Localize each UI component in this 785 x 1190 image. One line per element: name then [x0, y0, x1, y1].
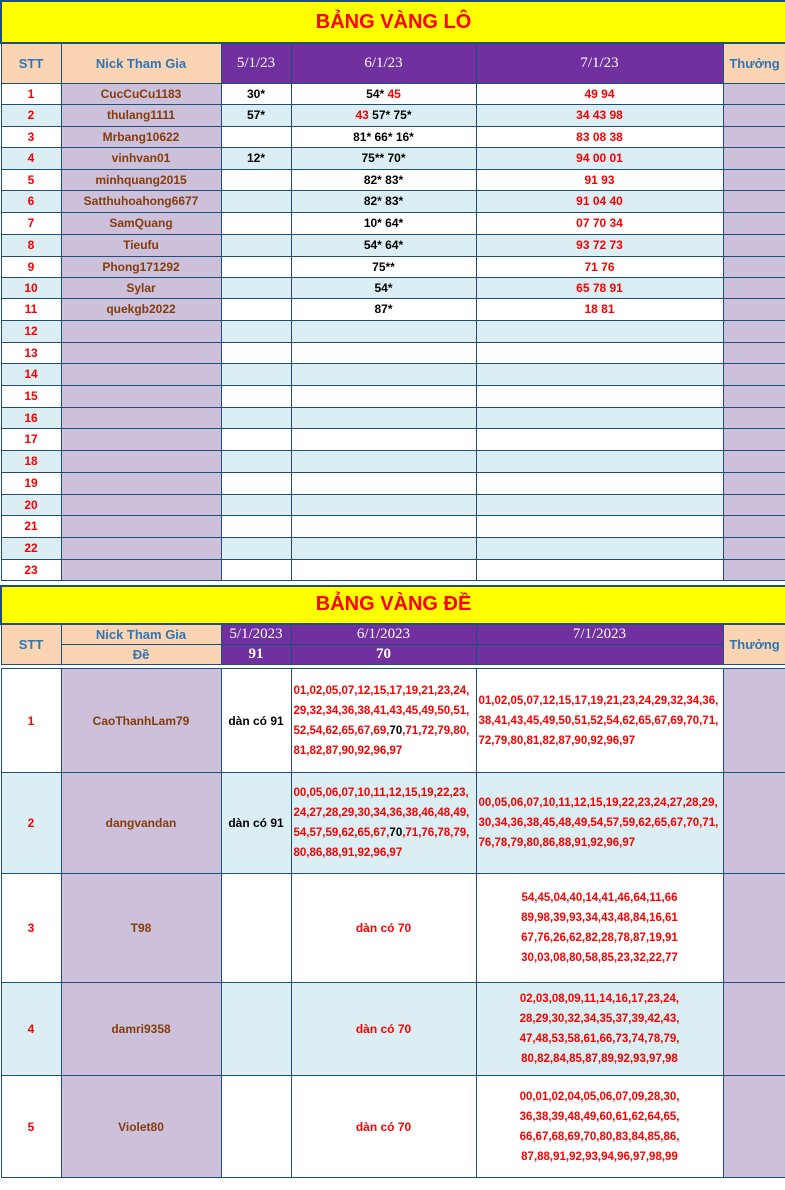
- lo-row: [1, 385, 785, 407]
- lo-row-stt: 17: [1, 428, 61, 450]
- lo-row-nick: thulang1111: [61, 104, 221, 126]
- de-row-stt: 3: [1, 874, 61, 983]
- lo-row-date-2: [291, 298, 476, 320]
- lo-row-stt: 1: [1, 83, 61, 104]
- lo-row-stt: 3: [1, 126, 61, 147]
- de-row-date-1: dàn có 91: [221, 669, 291, 773]
- de-row-date-3: [476, 669, 723, 773]
- de-row-date-2-hit: 70: [389, 724, 403, 737]
- lo-row-nick: Phong171292: [61, 256, 221, 277]
- lo-row: [1, 256, 785, 277]
- lo-row-date-2: [291, 450, 476, 472]
- lo-row-prize: [723, 234, 785, 256]
- lo-row-date-1: 57*: [221, 104, 291, 126]
- lo-row-date-3: [476, 494, 723, 515]
- lo-row-nick: CucCuCu1183: [61, 83, 221, 104]
- lo-row-date-2: [291, 190, 476, 212]
- lo-row-nick: [61, 537, 221, 559]
- lo-row-stt: 10: [1, 277, 61, 298]
- lo-row-date-2: [291, 83, 476, 104]
- lo-row: [1, 559, 785, 580]
- lo-row-stt: 12: [1, 320, 61, 342]
- lo-row-stt: 14: [1, 363, 61, 385]
- lo-row-stt: 16: [1, 407, 61, 428]
- lo-row-date-1: 12*: [221, 147, 291, 169]
- de-result-date-3: [476, 645, 723, 665]
- lo-row-date-1: [221, 472, 291, 494]
- lo-row-stt: 20: [1, 494, 61, 515]
- de-table: [0, 585, 785, 1179]
- de-row-date-3: [476, 983, 723, 1076]
- lo-row: [1, 234, 785, 256]
- lo-row-date-3: [476, 515, 723, 537]
- de-row-date-2-list: [292, 681, 476, 761]
- lo-row-stt: 9: [1, 256, 61, 277]
- lo-row-prize: [723, 450, 785, 472]
- lo-row-date-3: [476, 559, 723, 580]
- lo-row-prize: [723, 428, 785, 450]
- lo-row-date-2: [291, 320, 476, 342]
- lo-row-nick: [61, 342, 221, 363]
- lo-row-nick: [61, 450, 221, 472]
- lo-row-nick: [61, 320, 221, 342]
- lo-row: [1, 147, 785, 169]
- lo-row: [1, 104, 785, 126]
- de-row-date-3: [476, 1076, 723, 1178]
- de-row-prize: [723, 773, 785, 874]
- lo-row-nick: minhquang2015: [61, 169, 221, 190]
- lo-row-prize: [723, 537, 785, 559]
- lo-row-date-2-text: 57* 75*: [372, 108, 412, 122]
- lo-row-nick: [61, 407, 221, 428]
- lo-row-prize: [723, 298, 785, 320]
- de-result-date-1: 91: [221, 645, 291, 665]
- de-row-date-3: [476, 773, 723, 874]
- lo-row-date-2: [291, 494, 476, 515]
- lo-row-prize: [723, 320, 785, 342]
- de-row-date-3-line: 87,88,91,92,93,94,96,97,98,99: [521, 1150, 678, 1163]
- lo-row-stt: 21: [1, 515, 61, 537]
- de-row-stt: 4: [1, 983, 61, 1076]
- lo-row-date-1: [221, 234, 291, 256]
- de-row-date-3-line: 02,03,08,09,11,14,16,17,23,24,: [519, 993, 680, 1005]
- lo-row-date-1: [221, 559, 291, 580]
- lo-row-prize: [723, 190, 785, 212]
- de-row-date-1: [221, 1076, 291, 1178]
- de-row-date-3-line: 28,29,30,32,34,35,37,39,42,43,: [519, 1013, 680, 1025]
- lo-row-date-2: [291, 104, 476, 126]
- lo-row-date-2-text: 81* 66* 16*: [353, 129, 414, 144]
- lo-row-date-2-text: 54*: [374, 280, 393, 295]
- de-row-nick: dangvandan: [61, 773, 221, 874]
- lo-row-prize: [723, 407, 785, 428]
- lo-row: [1, 212, 785, 234]
- de-row: [1, 1076, 785, 1178]
- de-row-date-3-line: 89,98,39,93,34,43,48,84,16,61: [521, 912, 678, 924]
- lo-body: [1, 83, 785, 580]
- de-row-date-2-hit: 70: [389, 827, 403, 839]
- lo-header-date-2: 6/1/23: [291, 43, 476, 83]
- lo-row-date-1: [221, 298, 291, 320]
- lo-row-date-3: [476, 537, 723, 559]
- lo-row-date-2: [291, 407, 476, 428]
- lo-row-date-3: [476, 342, 723, 363]
- de-row-date-2: dàn có 70: [291, 874, 476, 983]
- de-result-date-2: 70: [291, 645, 476, 665]
- de-row-date-2-part-b: ,71,72,79,80,81,82,87,90,92,96,97: [293, 724, 470, 757]
- lo-row: [1, 363, 785, 385]
- de-row-date-2: [291, 773, 476, 874]
- lo-row-nick: [61, 559, 221, 580]
- lo-row-date-3: [476, 407, 723, 428]
- lo-title: BẢNG VÀNG LÔ: [1, 1, 785, 43]
- de-row-date-2-part-b: ,71,76,78,79,80,86,88,91,92,96,97: [293, 827, 470, 859]
- de-row-date-2-list: [292, 783, 476, 863]
- lo-row-date-1: [221, 277, 291, 298]
- lo-row-date-3: 18 81: [476, 298, 723, 320]
- lo-row-stt: 18: [1, 450, 61, 472]
- lo-row-nick: Sylar: [61, 277, 221, 298]
- lo-row-date-2: [291, 472, 476, 494]
- de-row-date-3-line: 30,03,08,80,58,85,23,32,22,77: [521, 952, 678, 964]
- lo-row-prize: [723, 342, 785, 363]
- lo-row-nick: [61, 385, 221, 407]
- lo-row-nick: quekgb2022: [61, 298, 221, 320]
- de-row-nick: damri9358: [61, 983, 221, 1076]
- de-row-date-2-part-a: 01,02,05,07,12,15,17,19,21,23,24,29,32,34,36,38,41,43,45,49,50,51,52,54,62,65,67,69,: [293, 684, 470, 737]
- de-row-nick: T98: [61, 874, 221, 983]
- lo-row-date-1: [221, 515, 291, 537]
- de-row-date-3-line: 54,45,04,40,14,41,46,64,11,66: [521, 892, 678, 904]
- lo-row-date-3: 94 00 01: [476, 147, 723, 169]
- lo-row-date-2-text: 54*: [366, 86, 388, 101]
- lo-row-date-2: [291, 147, 476, 169]
- de-row: [1, 874, 785, 983]
- lo-row: [1, 320, 785, 342]
- de-row-date-2-part-a: 00,05,06,07,10,11,12,15,19,22,23,24,27,28,29,30,34,36,38,46,48,49,54,57,59,62,65,67,: [293, 787, 470, 839]
- lo-row-date-2: [291, 537, 476, 559]
- lo-row-stt: 15: [1, 385, 61, 407]
- lo-row-date-3: [476, 428, 723, 450]
- lo-row-date-2: [291, 212, 476, 234]
- lo-row-date-1: [221, 450, 291, 472]
- lo-row-nick: SamQuang: [61, 212, 221, 234]
- de-row-date-3-line: 67,76,26,62,82,28,78,87,19,91: [521, 932, 678, 944]
- lo-row-stt: 11: [1, 298, 61, 320]
- lo-row-prize: [723, 147, 785, 169]
- de-row-date-3-line: 36,38,39,48,49,60,61,62,64,65,: [519, 1110, 680, 1123]
- lo-row-nick: Tieufu: [61, 234, 221, 256]
- de-row-date-3-line: 00,01,02,04,05,06,07,09,28,30,: [519, 1090, 680, 1103]
- de-row-date-1: [221, 983, 291, 1076]
- lo-row-prize: [723, 385, 785, 407]
- lo-row-date-2: [291, 428, 476, 450]
- lo-row-date-2: [291, 385, 476, 407]
- lo-row-date-2-red: 45: [387, 86, 401, 101]
- lo-row-date-2: [291, 277, 476, 298]
- lo-row-stt: 4: [1, 147, 61, 169]
- de-row-nick: CaoThanhLam79: [61, 669, 221, 773]
- lo-row: [1, 428, 785, 450]
- lo-row-date-1: [221, 342, 291, 363]
- lo-row-prize: [723, 277, 785, 298]
- lo-row-nick: [61, 515, 221, 537]
- de-row-prize: [723, 669, 785, 773]
- lo-row: [1, 126, 785, 147]
- lo-row-date-1: [221, 126, 291, 147]
- lo-row-prize: [723, 169, 785, 190]
- lo-row-date-1: 30*: [221, 83, 291, 104]
- lo-row-date-2: [291, 559, 476, 580]
- de-row-date-3-list: [477, 989, 723, 1069]
- de-row-stt: 2: [1, 773, 61, 874]
- lo-row-date-3: 93 72 73: [476, 234, 723, 256]
- de-row: [1, 669, 785, 773]
- lo-row-date-3: [476, 472, 723, 494]
- lo-row-date-1: [221, 212, 291, 234]
- de-row-prize: [723, 983, 785, 1076]
- lo-row-stt: 2: [1, 104, 61, 126]
- de-row-date-3-line: 66,67,68,69,70,80,83,84,85,86,: [519, 1130, 680, 1143]
- lo-row-date-2: [291, 169, 476, 190]
- de-header-date-3: 7/1/2023: [476, 624, 723, 645]
- lo-row-stt: 13: [1, 342, 61, 363]
- lo-row-nick: Mrbang10622: [61, 126, 221, 147]
- de-row-nick: Violet80: [61, 1076, 221, 1178]
- lo-header-date-3: 7/1/23: [476, 43, 723, 83]
- lo-row-prize: [723, 104, 785, 126]
- de-row-date-3-list: 01,02,05,07,12,15,17,19,21,23,24,29,32,34,36,38,41,43,45,49,50,51,52,54,62,65,67,69,70,71,72,79,80,81,82,87,90,92,96,97: [478, 694, 719, 747]
- lo-header-stt: STT: [1, 43, 61, 83]
- de-row-stt: 5: [1, 1076, 61, 1178]
- de-header-prize: Thưởng: [723, 624, 785, 665]
- lo-row: [1, 515, 785, 537]
- lo-row-prize: [723, 256, 785, 277]
- lo-row-prize: [723, 515, 785, 537]
- lo-row: [1, 494, 785, 515]
- lo-row: [1, 298, 785, 320]
- lo-row: [1, 277, 785, 298]
- de-row-date-3: [476, 874, 723, 983]
- lo-row-prize: [723, 559, 785, 580]
- de-row-prize: [723, 1076, 785, 1178]
- lo-row: [1, 450, 785, 472]
- lo-row: [1, 472, 785, 494]
- de-row-stt: 1: [1, 669, 61, 773]
- lo-row-stt: 8: [1, 234, 61, 256]
- de-row-date-2: [291, 669, 476, 773]
- lo-row-date-2: [291, 256, 476, 277]
- lo-row-date-1: [221, 537, 291, 559]
- lo-row-date-1: [221, 494, 291, 515]
- lo-row-date-3: 91 93: [476, 169, 723, 190]
- lo-row-date-1: [221, 169, 291, 190]
- lo-row-prize: [723, 126, 785, 147]
- de-row-date-2: dàn có 70: [291, 983, 476, 1076]
- lo-row-date-3: 91 04 40: [476, 190, 723, 212]
- lo-row-prize: [723, 363, 785, 385]
- lo-row-stt: 23: [1, 559, 61, 580]
- lo-row-stt: 22: [1, 537, 61, 559]
- lo-row-nick: Satthuhoahong6677: [61, 190, 221, 212]
- lo-row-stt: 7: [1, 212, 61, 234]
- lo-row-nick: [61, 494, 221, 515]
- lo-row-date-1: [221, 190, 291, 212]
- lo-row-date-3: [476, 450, 723, 472]
- lo-row-date-2-text: 75** 70*: [361, 151, 406, 165]
- lo-row: [1, 342, 785, 363]
- lo-row: [1, 537, 785, 559]
- lo-row-date-3: 83 08 38: [476, 126, 723, 147]
- lo-row-date-1: [221, 407, 291, 428]
- lo-row-date-1: [221, 256, 291, 277]
- lo-row-date-3: 07 70 34: [476, 212, 723, 234]
- lo-row-nick: [61, 472, 221, 494]
- lo-header-date-1: 5/1/23: [221, 43, 291, 83]
- lo-row-date-1: [221, 428, 291, 450]
- de-row-date-3-line: 47,48,53,58,61,66,73,74,78,79,: [519, 1033, 680, 1045]
- de-header-date-1: 5/1/2023: [221, 624, 291, 645]
- de-row-date-3-line: 80,82,84,85,87,89,92,93,97,98: [521, 1053, 678, 1065]
- de-row-date-1: dàn có 91: [221, 773, 291, 874]
- lo-row-date-3: [476, 320, 723, 342]
- lo-row-date-2-text: 82* 83*: [363, 172, 404, 187]
- lo-row-nick: vinhvan01: [61, 147, 221, 169]
- de-row-date-1: [221, 874, 291, 983]
- lo-row-date-2-text: 82* 83*: [363, 194, 404, 208]
- lo-row: [1, 407, 785, 428]
- lo-row-date-2: [291, 234, 476, 256]
- de-row: [1, 983, 785, 1076]
- lo-row-nick: [61, 428, 221, 450]
- de-row-date-3-list: [477, 888, 723, 968]
- de-title: BẢNG VÀNG ĐỀ: [1, 586, 785, 624]
- lo-row-prize: [723, 83, 785, 104]
- lo-row-date-2: [291, 515, 476, 537]
- lo-row-nick: [61, 363, 221, 385]
- lo-header-prize: Thưởng: [723, 43, 785, 83]
- lo-row-date-2: [291, 363, 476, 385]
- de-row-date-2: dàn có 70: [291, 1076, 476, 1178]
- lo-row-stt: 19: [1, 472, 61, 494]
- lo-row: [1, 169, 785, 190]
- lo-row-date-1: [221, 320, 291, 342]
- lo-row-stt: 5: [1, 169, 61, 190]
- lo-row-date-2-text: 54* 64*: [363, 238, 404, 252]
- de-header-de-label: Đề: [61, 645, 221, 665]
- de-body: [1, 669, 785, 1178]
- lo-row-date-2-red-pre: 43: [355, 108, 373, 122]
- de-header-date-2: 6/1/2023: [291, 624, 476, 645]
- lo-row-date-1: [221, 385, 291, 407]
- lo-row-date-2: [291, 126, 476, 147]
- lo-row: [1, 190, 785, 212]
- lo-row-date-1: [221, 363, 291, 385]
- lo-row-date-3: 49 94: [476, 83, 723, 104]
- lo-row: [1, 83, 785, 104]
- lo-row-date-2-text: 87*: [374, 302, 393, 316]
- de-row: [1, 773, 785, 874]
- lo-row-date-2: [291, 342, 476, 363]
- de-row-prize: [723, 874, 785, 983]
- lo-row-date-3: 71 76: [476, 256, 723, 277]
- lo-row-prize: [723, 212, 785, 234]
- lo-table: [0, 0, 785, 581]
- lo-row-date-3: [476, 385, 723, 407]
- lo-row-date-3: [476, 363, 723, 385]
- lo-row-stt: 6: [1, 190, 61, 212]
- lo-row-prize: [723, 494, 785, 515]
- de-header-stt: STT: [1, 624, 61, 665]
- de-row-date-3-list: [477, 1087, 723, 1167]
- lo-row-date-3: 65 78 91: [476, 277, 723, 298]
- lo-row-prize: [723, 472, 785, 494]
- lo-row-date-3: 34 43 98: [476, 104, 723, 126]
- lo-row-date-2-text: 10* 64*: [363, 216, 404, 230]
- lo-row-date-2-text: 75**: [372, 259, 395, 274]
- de-row-date-3-list: 00,05,06,07,10,11,12,15,19,22,23,24,27,28,29,30,34,36,38,45,48,49,54,57,59,62,65,67,70,71,76,78,79,80,86,88,91,92,96,97: [478, 797, 719, 849]
- de-header-nick: Nick Tham Gia: [61, 624, 221, 645]
- lo-header-nick: Nick Tham Gia: [61, 43, 221, 83]
